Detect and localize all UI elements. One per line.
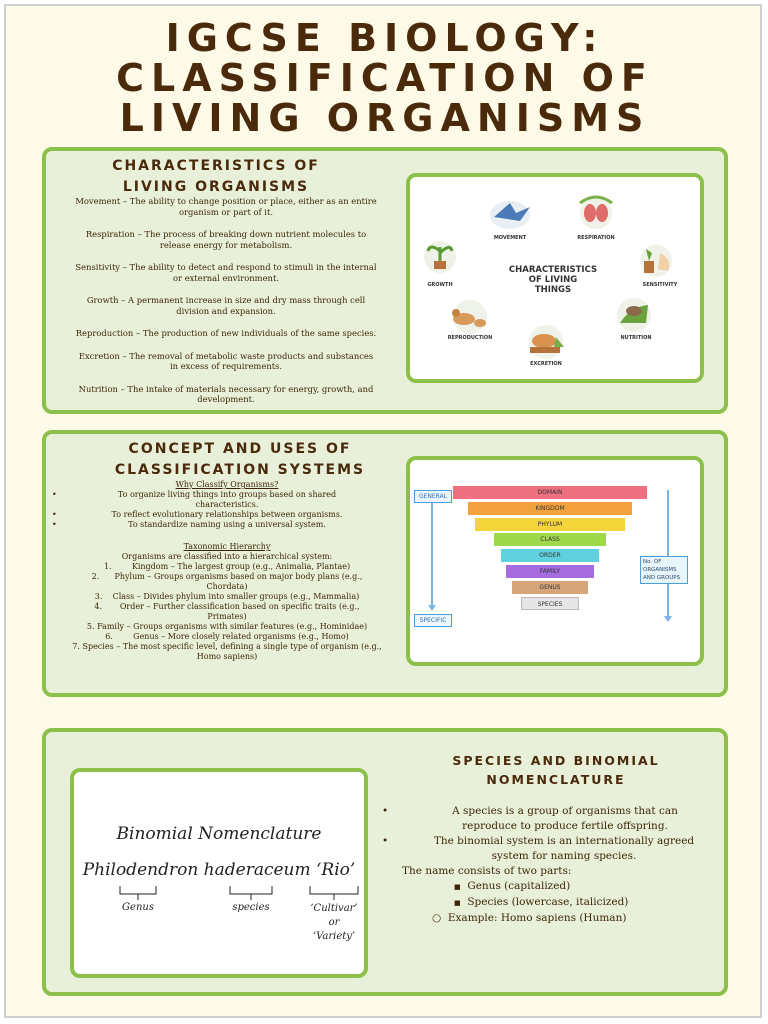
genus-label: Genus bbox=[122, 902, 154, 913]
level-species: SPECIES bbox=[521, 597, 579, 610]
binomial-figure bbox=[70, 768, 368, 978]
species-label: species bbox=[232, 902, 270, 913]
characteristics-panel bbox=[42, 147, 728, 414]
figure-label-growth: GROWTH bbox=[427, 282, 453, 288]
title-line-3: LIVING ORGANISMS bbox=[119, 96, 651, 140]
why-item-3: • To standardize naming using a universal system. bbox=[72, 520, 382, 530]
general-arrow bbox=[431, 503, 433, 607]
groups-arrowhead bbox=[664, 616, 672, 622]
characteristic-nutrition: Nutrition – The intake of materials necessary for energy, growth, and development. bbox=[78, 383, 374, 404]
level-order: ORDER bbox=[501, 549, 599, 562]
part-species: ■ Species (lowercase, italicized) bbox=[454, 896, 629, 908]
groups-arrow bbox=[667, 490, 669, 618]
part-species-text: Species (lowercase, italicized) bbox=[467, 896, 629, 908]
title-line-2: CLASSIFICATION OF bbox=[116, 56, 654, 100]
figure-label-respiration: RESPIRATION bbox=[577, 235, 615, 241]
classification-panel bbox=[42, 430, 728, 697]
specific-label: SPECIFIC bbox=[414, 614, 452, 627]
binomial-bullet-1: • A species is a group of organisms that can reproduce to produce fertile offspring. bbox=[402, 804, 712, 834]
hierarchy-item-4: 4. Order – Further classification based on specific traits (e.g., Primates) bbox=[94, 602, 360, 621]
figure-label-sensitivity: SENSITIVITY bbox=[642, 282, 678, 288]
hierarchy-figure bbox=[406, 456, 704, 666]
hierarchy-item-7: 7. Species – The most specific level, defining a single type of organism (e.g., Homo sapiens) bbox=[72, 642, 382, 661]
binomial-panel bbox=[42, 728, 728, 996]
taxonomy-pyramid bbox=[410, 460, 700, 662]
poster bbox=[4, 4, 762, 1018]
hierarchy-item-5: 5. Family – Groups organisms with similar features (e.g., Hominidae) bbox=[86, 622, 368, 631]
groups-note: No. OF ORGANISMS AND GROUPS bbox=[640, 556, 688, 584]
hierarchy-item-1: 1. Kingdom – The largest group (e.g., Animalia, Plantae) bbox=[103, 562, 351, 571]
binomial-bullet-2: • The binomial system is an internationally agreed system for naming species. bbox=[402, 834, 712, 864]
binomial-text bbox=[402, 804, 712, 926]
part-genus: ■ Genus (capitalized) bbox=[454, 880, 571, 892]
general-arrowhead bbox=[428, 605, 436, 611]
figure-center-line1: CHARACTERISTICS bbox=[508, 265, 598, 275]
why-item-1: • To organize living things into groups based on shared characteristics. bbox=[72, 490, 382, 510]
classification-heading: CONCEPT AND USES OF CLASSIFICATION SYSTEMS bbox=[114, 441, 366, 478]
example-line: ○ Example: Homo sapiens (Human) bbox=[432, 912, 627, 924]
characteristic-reproduction: Reproduction – The production of new individuals of the same species. bbox=[75, 328, 377, 338]
characteristic-sensitivity: Sensitivity – The ability to detect and respond to stimuli in the internal or external environment. bbox=[75, 262, 377, 283]
hierarchy-item-3: 3. Class – Divides phylum into smaller groups (e.g., Mammalia) bbox=[94, 592, 360, 601]
level-domain: DOMAIN bbox=[453, 486, 647, 499]
figure-label-excretion: EXCRETION bbox=[530, 361, 562, 367]
figure-center-line3: THINGS bbox=[534, 285, 572, 295]
hierarchy-intro: Organisms are classified into a hierarchical system: bbox=[121, 552, 333, 561]
figure-label-reproduction: REPRODUCTION bbox=[447, 335, 493, 341]
characteristic-excretion: Excretion – The removal of metabolic waste products and substances in excess of requirements. bbox=[78, 350, 374, 371]
why-heading: Why Classify Organisms? bbox=[175, 480, 279, 489]
binomial-figure-name: Philodendron haderaceum ‘Rio’ bbox=[82, 860, 356, 880]
characteristic-growth: Growth – A permanent increase in size and dry mass through cell division and expansion. bbox=[86, 295, 366, 316]
level-family: FAMILY bbox=[506, 565, 594, 578]
characteristics-heading: CHARACTERISTICS OF LIVING ORGANISMS bbox=[112, 158, 320, 195]
cultivar-label: ‘Cultivar’ or ‘Variety’ bbox=[310, 903, 358, 942]
title-line-1: IGCSE BIOLOGY: bbox=[165, 16, 605, 60]
figure-center-line2: OF LIVING bbox=[528, 275, 578, 285]
nutrition-icon bbox=[617, 298, 651, 332]
parts-intro: The name consists of two parts: bbox=[402, 865, 572, 877]
level-kingdom: KINGDOM bbox=[468, 502, 632, 515]
reproduction-icon bbox=[452, 300, 487, 334]
binomial-figure-title: Binomial Nomenclature bbox=[116, 824, 322, 844]
respiration-icon bbox=[580, 197, 612, 229]
part-genus-text: Genus (capitalized) bbox=[467, 880, 571, 892]
hierarchy-item-6: 6. Genus – More closely related organisms (e.g., Homo) bbox=[105, 632, 349, 641]
characteristics-figure bbox=[406, 173, 704, 383]
level-phylum: PHYLUM bbox=[475, 518, 625, 531]
characteristics-list bbox=[74, 196, 378, 417]
characteristic-respiration: Respiration – The process of breaking down nutrient molecules to release energy for metabolism. bbox=[85, 229, 367, 250]
hierarchy-item-2: 2. Phylum – Groups organisms based on major body plans (e.g., Chordata) bbox=[91, 572, 363, 591]
page-title bbox=[6, 18, 764, 138]
general-label: GENERAL bbox=[414, 490, 452, 503]
sensitivity-icon bbox=[640, 245, 672, 277]
growth-icon bbox=[424, 241, 456, 273]
example-text: Example: Homo sapiens (Human) bbox=[447, 912, 627, 924]
characteristic-movement: Movement – The ability to change position or place, either as an entire organism or part of it. bbox=[75, 196, 377, 217]
binomial-heading: SPECIES AND BINOMIAL NOMENCLATURE bbox=[452, 753, 660, 787]
figure-label-nutrition: NUTRITION bbox=[620, 335, 652, 341]
figure-label-movement: MOVEMENT bbox=[493, 235, 527, 241]
excretion-icon bbox=[529, 325, 564, 359]
classification-text bbox=[72, 480, 382, 662]
level-class: CLASS bbox=[494, 533, 606, 546]
movement-icon bbox=[490, 201, 530, 229]
hierarchy-heading: Taxonomic Hierarchy bbox=[183, 542, 271, 551]
level-genus: GENUS bbox=[512, 581, 588, 594]
why-item-2: • To reflect evolutionary relationships between organisms. bbox=[72, 510, 382, 520]
